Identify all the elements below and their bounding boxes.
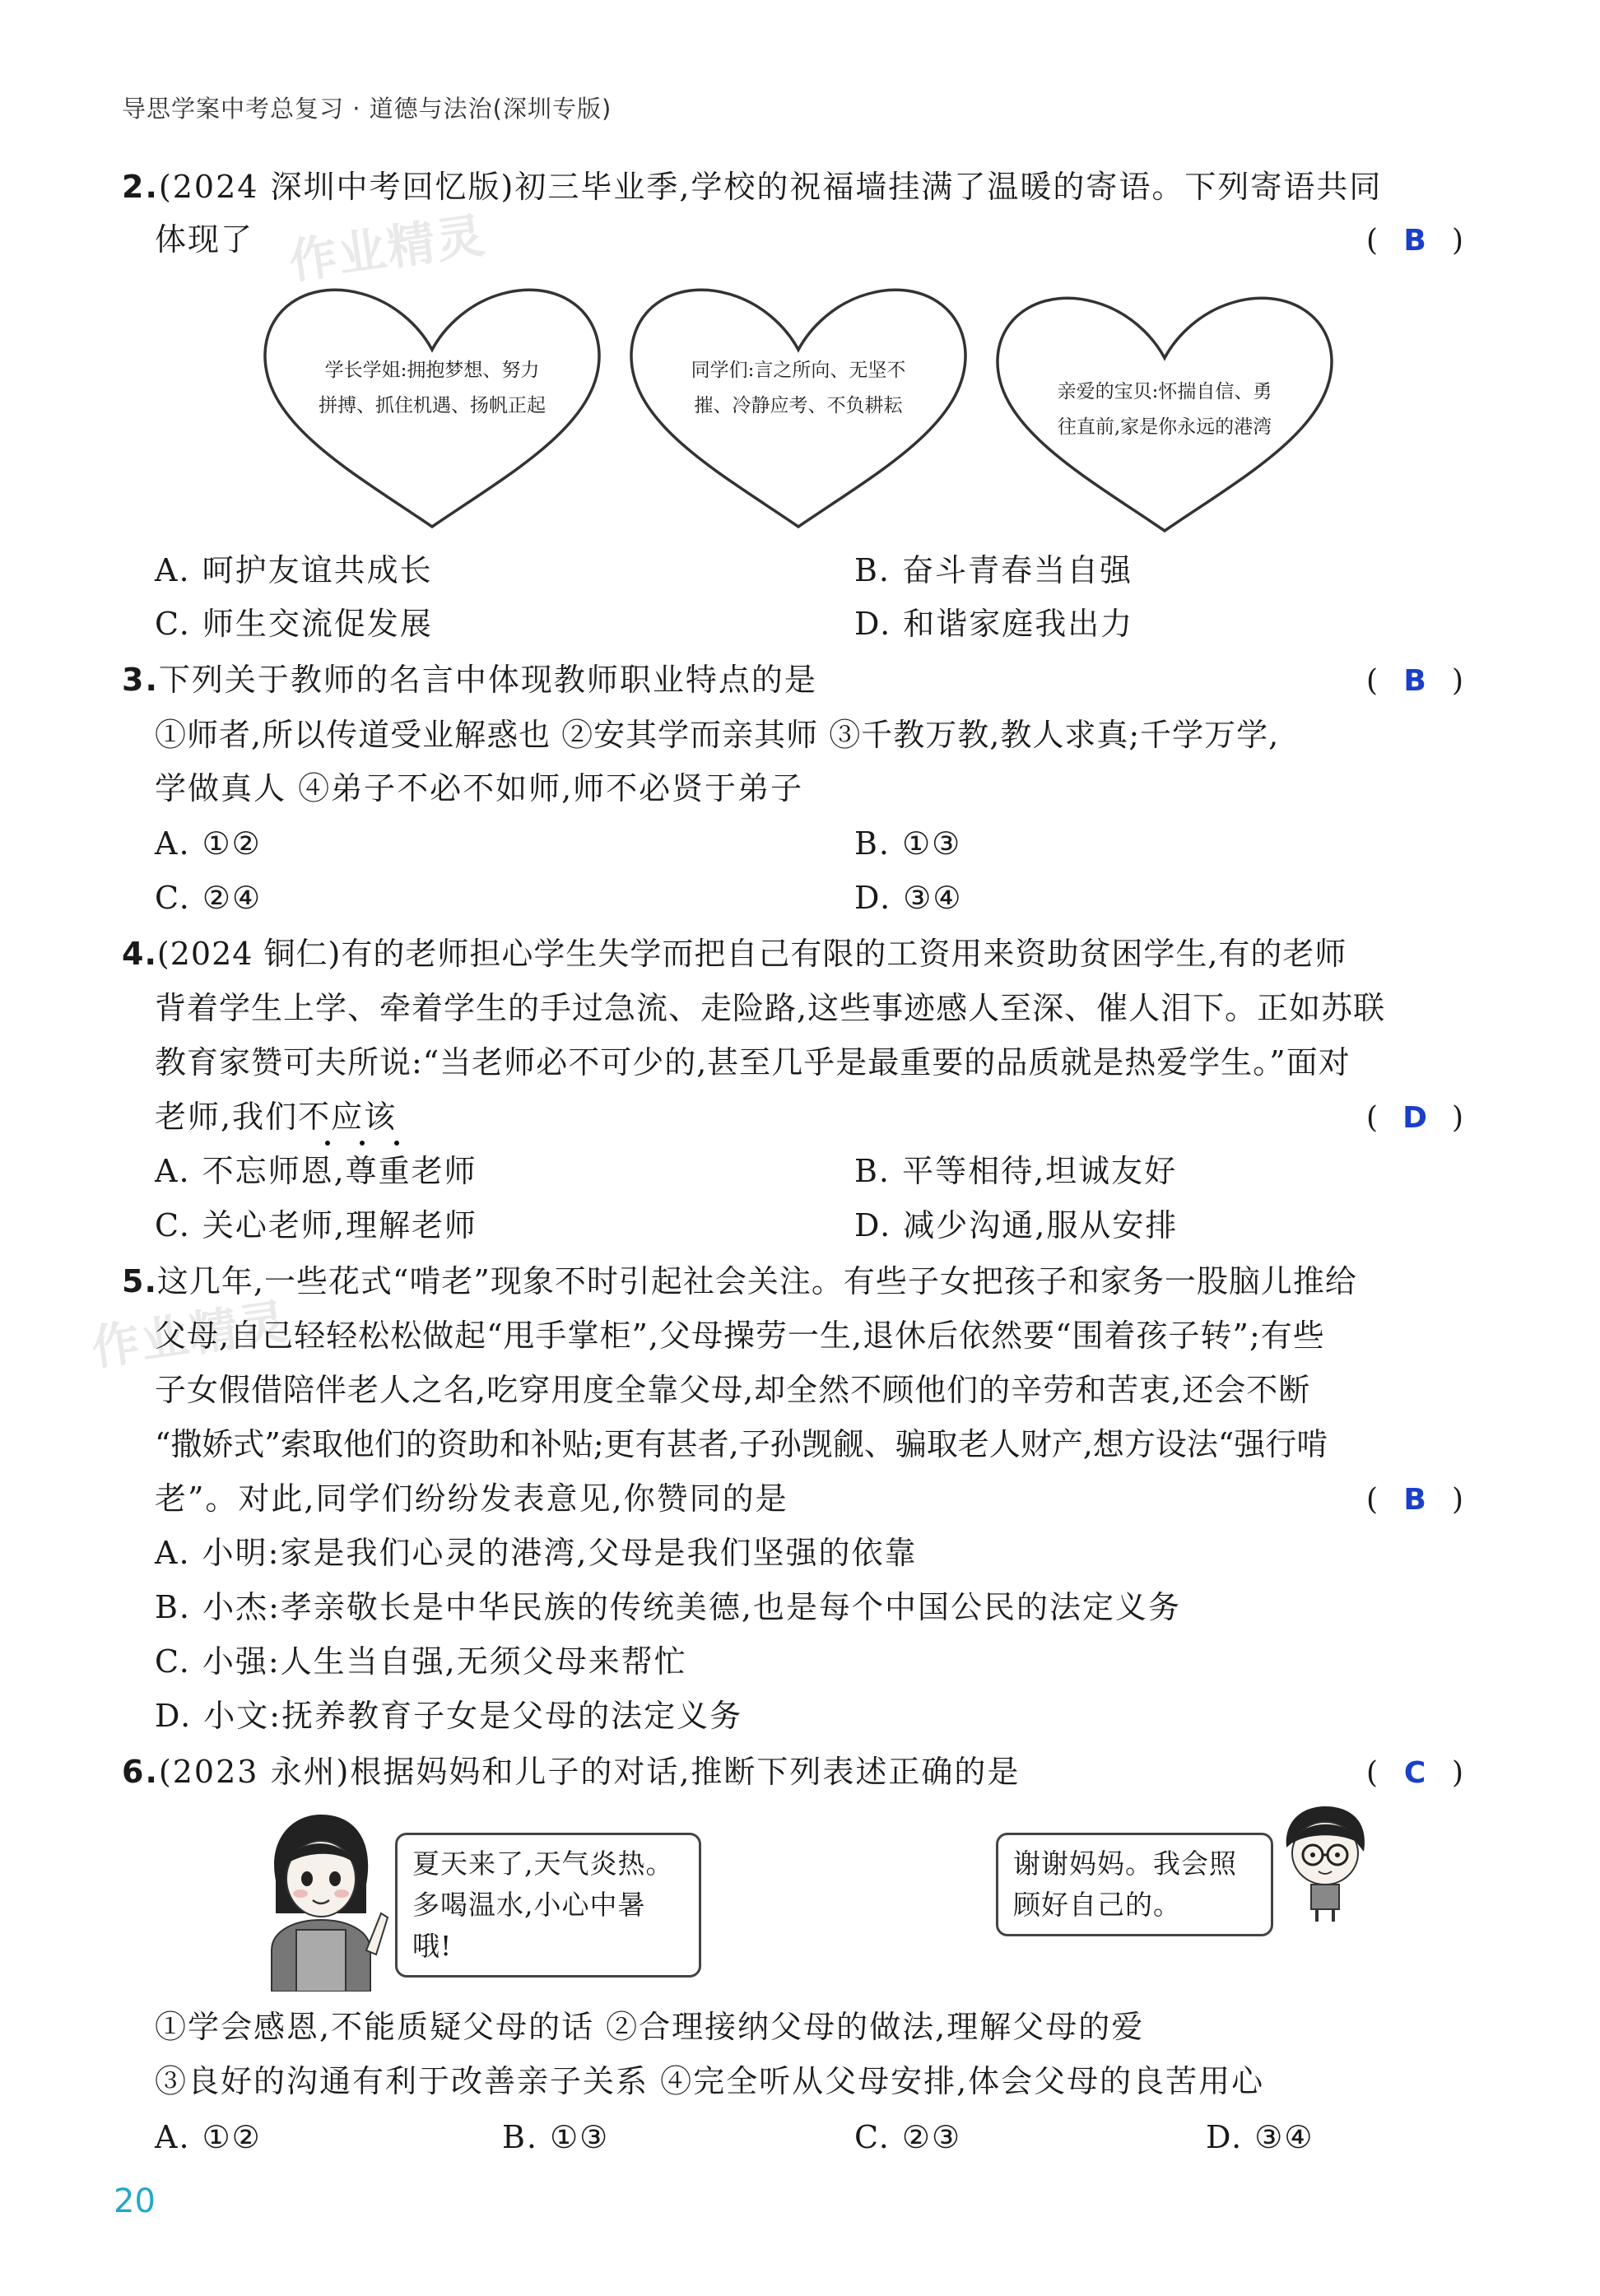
q4-stem-line4: 老师,我们不应该: [155, 1099, 398, 1135]
question-number: 5.: [122, 1263, 157, 1299]
q4-stem-line2: 背着学生上学、牵着学生的手过急流、走险路,这些事迹感人至深、催人泪下。正如苏联: [155, 990, 1386, 1026]
q2-stem-line1: 2.(2024 深圳中考回忆版)初三毕业季,学校的祝福墙挂满了温暖的寄语。下列寄语共同: [122, 169, 1383, 205]
q3-answer: B: [1403, 664, 1426, 698]
wish-hearts-figure: [255, 284, 1350, 535]
q5-stem-line3: 子女假借陪伴老人之名,吃穿用度全靠父母,却全然不顾他们的辛劳和苦衷,还会不断: [155, 1372, 1311, 1408]
q2-answer: B: [1403, 224, 1426, 258]
q4-stem-line3: 教育家赞可夫所说:“当老师必不可少的,甚至几乎是最重要的品质就是热爱学生。”面对: [155, 1044, 1351, 1081]
question-number: 6.: [122, 1754, 159, 1790]
emphasis-dot: [360, 1141, 365, 1146]
mom-speech-line: 夏天来了,天气炎热。: [412, 1847, 674, 1880]
son-speech-line: 顾好自己的。: [1013, 1889, 1181, 1921]
q4-answer-slot: ( D ): [1366, 1099, 1463, 1137]
running-header: 导思学案中考总复习 · 道德与法治(深圳专版): [122, 95, 612, 123]
q5-answer-slot: ( B ): [1366, 1481, 1463, 1519]
watermark: 作业精灵: [88, 1293, 292, 1377]
heart-text: 拼搏、抓住机遇、扬帆正起: [319, 395, 546, 416]
q3-option-b: B. ①③: [854, 825, 962, 862]
question-number: 2.: [122, 169, 159, 205]
heart-text: 摧、冷静应考、不负耕耘: [694, 395, 903, 416]
q2-option-c: C. 师生交流促发展: [155, 606, 433, 642]
page-number: 20: [114, 2182, 156, 2220]
q6-answer-slot: ( C ): [1366, 1755, 1463, 1792]
mom-speech-line: 多喝温水,小心中暑哦!: [412, 1889, 646, 1962]
q5-option-b: B. 小杰:孝亲敬长是中华民族的传统美德,也是每个中国公民的法定义务: [155, 1589, 1181, 1625]
mom-speech-bubble: [395, 1833, 701, 1978]
q3-answer-slot: ( B ): [1366, 662, 1463, 700]
q6-statements-line2: ③良好的沟通有利于改善亲子关系 ④完全听从父母安排,体会父母的良苦用心: [155, 2063, 1265, 2099]
q3-option-c: C. ②④: [155, 880, 263, 916]
q4-option-b: B. 平等相待,坦诚友好: [854, 1153, 1178, 1189]
q5-stem-line2: 父母,自己轻轻松松做起“甩手掌柜”,父母操劳一生,退休后依然要“围着孩子转”;有些: [155, 1318, 1325, 1354]
q3-stem-line1: 3.下列关于教师的名言中体现教师职业特点的是: [122, 662, 817, 698]
q6-option-b: B. ①③: [502, 2119, 610, 2155]
son-illustration: [1272, 1802, 1379, 1926]
q4-option-c: C. 关心老师,理解老师: [155, 1207, 477, 1243]
q3-option-d: D. ③④: [854, 880, 963, 916]
q3-statements-line2: 学做真人 ④弟子不必不如师,师不必贤于弟子: [155, 770, 804, 806]
q6-option-d: D. ③④: [1206, 2119, 1314, 2155]
q6-option-a: A. ①②: [155, 2119, 262, 2155]
q4-option-a: A. 不忘师恩,尊重老师: [155, 1153, 477, 1189]
heart-text: 往直前,家是你永远的港湾: [1057, 416, 1272, 438]
heart-text: 学长学姐:拥抱梦想、努力: [324, 360, 540, 381]
q5-stem-line5: 老”。对此,同学们纷纷发表意见,你赞同的是: [155, 1480, 788, 1517]
q2-option-a: A. 呵护友谊共成长: [155, 552, 433, 588]
question-number: 3.: [122, 662, 159, 698]
q5-option-c: C. 小强:人生当自强,无须父母来帮忙: [155, 1643, 687, 1680]
q6-answer: C: [1403, 1756, 1426, 1790]
son-speech-line: 谢谢妈妈。我会照: [1013, 1847, 1237, 1880]
question-number: 4.: [122, 936, 157, 972]
watermark: 作业精灵: [286, 207, 490, 290]
q5-answer: B: [1403, 1483, 1426, 1517]
q6-statements-line1: ①学会感恩,不能质疑父母的话 ②合理接纳父母的做法,理解父母的爱: [155, 2009, 1145, 2045]
q4-answer: D: [1402, 1101, 1427, 1135]
q3-statements-line1: ①师者,所以传道受业解惑也 ②安其学而亲其师 ③千教万教,教人求真;千学万学,: [155, 717, 1280, 753]
q4-stem-line1: 4.(2024 铜仁)有的老师担心学生失学而把自己有限的工资用来资助贫困学生,有的老师: [122, 936, 1347, 972]
son-speech-bubble: [996, 1833, 1273, 1936]
heart-card: [265, 290, 599, 527]
emphasis-dot: [325, 1141, 330, 1146]
q4-option-d: D. 减少沟通,服从安排: [854, 1207, 1179, 1243]
q2-option-d: D. 和谐家庭我出力: [854, 606, 1134, 642]
q5-option-d: D. 小文:抚养教育子女是父母的法定义务: [155, 1698, 743, 1734]
q2-answer-slot: ( B ): [1366, 222, 1463, 260]
heart-card: [998, 298, 1332, 531]
q5-stem-line1: 5.这几年,一些花式“啃老”现象不时引起社会关注。有些子女把孩子和家务一股脑儿推给: [122, 1263, 1357, 1299]
emphasis-dot: [394, 1141, 399, 1146]
heart-shape: [998, 298, 1332, 531]
heart-text: 同学们:言之所向、无坚不: [691, 360, 906, 381]
q5-stem-line4: “撒娇式”索取他们的资助和补贴;更有甚者,子孙觊觎、骗取老人财产,想方设法“强行啃: [155, 1426, 1328, 1462]
mom-illustration: [251, 1806, 391, 1992]
q6-stem-line1: 6.(2023 永州)根据妈妈和儿子的对话,推断下列表述正确的是: [122, 1754, 1021, 1790]
q3-option-a: A. ①②: [155, 825, 262, 862]
heart-text: 亲爱的宝贝:怀揣自信、勇: [1057, 381, 1272, 402]
q2-option-b: B. 奋斗青春当自强: [854, 552, 1133, 588]
q2-stem-line2: 体现了: [155, 221, 254, 258]
q6-option-c: C. ②③: [854, 2119, 962, 2155]
q5-option-a: A. 小明:家是我们心灵的港湾,父母是我们坚强的依靠: [155, 1535, 918, 1571]
heart-card: [631, 290, 965, 527]
